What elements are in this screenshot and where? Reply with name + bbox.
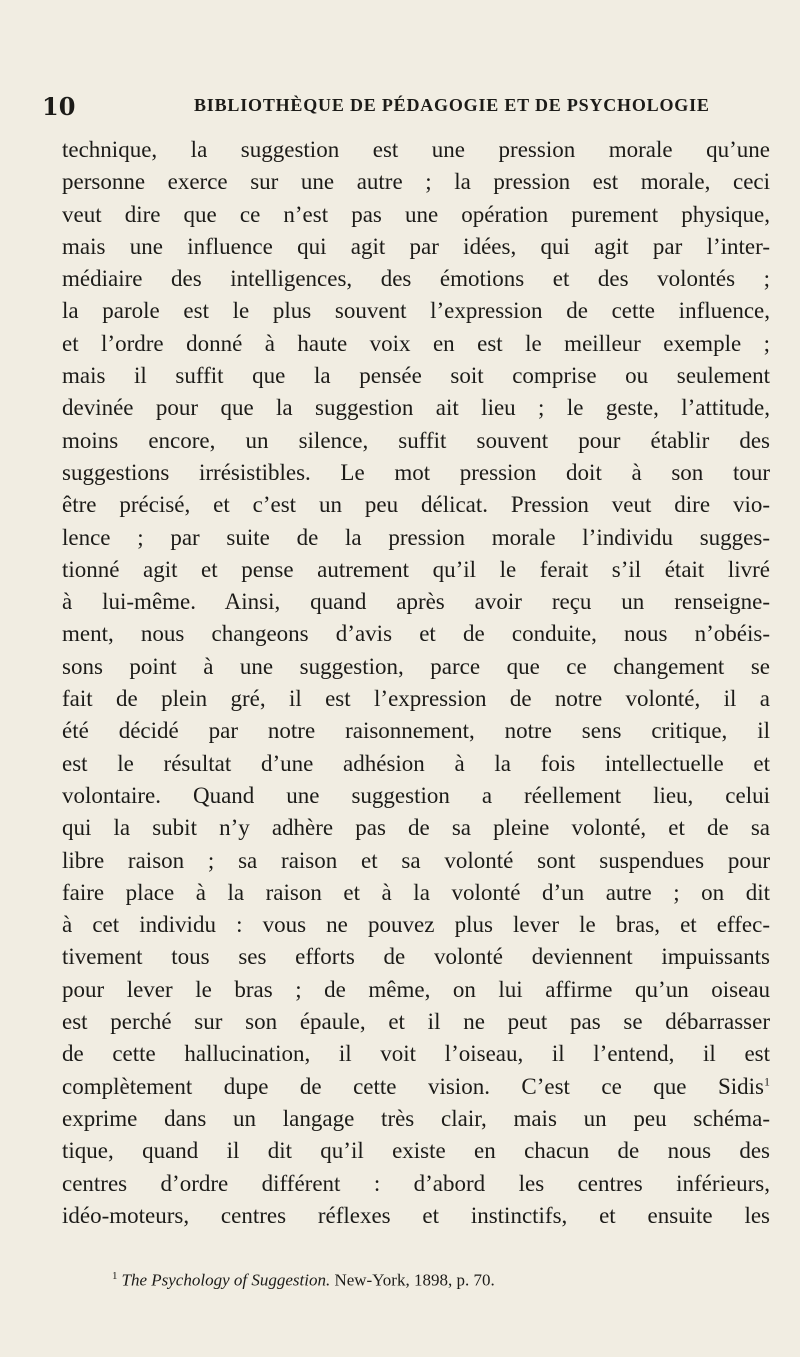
text-line: de cette hallucination, il voit l’oiseau, il l’entend, il est [62, 1041, 770, 1067]
text-line: mais une influence qui agit par idées, qui agit par l’inter- [62, 233, 770, 259]
text-line: ment, nous changeons d’avis et de conduite, nous n’obéis- [62, 621, 770, 647]
text-line: libre raison ; sa raison et sa volonté sont suspendues pour [62, 847, 770, 873]
text-line: sons point à une suggestion, parce que ce changement se [62, 653, 770, 679]
page-number: 10 [42, 92, 76, 121]
text-line: mais il suffit que la pensée soit comprise ou seulement [62, 363, 770, 389]
text-line: veut dire que ce n’est pas une opération purement physique, [62, 201, 770, 227]
footnote-rest: New-York, 1898, p. 70. [330, 1270, 495, 1290]
text-line: tique, quand il dit qu’il existe en chacun de nous des [62, 1138, 770, 1164]
text-line: volontaire. Quand une suggestion a réellement lieu, celui [62, 782, 770, 808]
text-line: la parole est le plus souvent l’expression de cette influence, [62, 298, 770, 324]
footnote-title: The Psychology of Suggestion. [121, 1270, 331, 1290]
text-line: technique, la suggestion est une pression morale qu’une [62, 137, 770, 162]
text-line: à cet individu : vous ne pouvez plus lever le bras, et effec- [62, 912, 770, 938]
text-line: été décidé par notre raisonnement, notre sens critique, il [62, 718, 770, 744]
text-line: qui la subit n’y adhère pas de sa pleine volonté, et de sa [62, 815, 770, 841]
text-line: à lui-même. Ainsi, quand après avoir reçu un renseigne- [62, 589, 770, 615]
text-line: centres d’ordre différent : d’abord les centres inférieurs, [62, 1170, 770, 1196]
text-line: moins encore, un silence, suffit souvent pour établir des [62, 427, 770, 453]
text-line: est perché sur son épaule, et il ne peut pas se débarrasser [62, 1009, 770, 1035]
text-line-content: complètement dupe de cette vision. C’est ce que Sidis [62, 1073, 764, 1099]
text-line: tivement tous ses efforts de volonté deviennent impuissants [62, 944, 770, 970]
footnote [112, 1270, 772, 1291]
text-line: faire place à la raison et à la volonté d’un autre ; on dit [62, 879, 770, 905]
text-line: tionné agit et pense autrement qu’il le ferait s’il était livré [62, 556, 770, 582]
text-line: être précisé, et c’est un peu délicat. Pression veut dire vio- [62, 492, 770, 518]
text-line: personne exerce sur une autre ; la pression est morale, ceci [62, 169, 770, 195]
running-head: BIBLIOTHÈQUE DE PÉDAGOGIE ET DE PSYCHOLOGIE [194, 95, 710, 115]
text-line: suggestions irrésistibles. Le mot pression doit à son tour [62, 459, 770, 485]
footnote-reference: 1 [764, 1073, 770, 1088]
text-line: devinée pour que la suggestion ait lieu ; le geste, l’attitude, [62, 395, 770, 421]
text-line: lence ; par suite de la pression morale l’individu sugges- [62, 524, 770, 550]
text-line: fait de plein gré, il est l’expression de notre volonté, il a [62, 686, 770, 712]
text-line-with-footnote-ref [62, 1071, 770, 1103]
page-header [42, 92, 762, 122]
text-line: est le résultat d’une adhésion à la fois intellectuelle et [62, 750, 770, 776]
text-line: médiaire des intelligences, des émotions et des volontés ; [62, 266, 770, 292]
text-line: exprime dans un langage très clair, mais un peu schéma- [62, 1105, 770, 1131]
text-line: et l’ordre donné à haute voix en est le meilleur exemple ; [62, 330, 770, 356]
footnote-marker: 1 [112, 1270, 118, 1282]
text-line: idéo-moteurs, centres réflexes et instinctifs, et ensuite les [62, 1202, 770, 1228]
text-line: pour lever le bras ; de même, on lui affirme qu’un oiseau [62, 976, 770, 1002]
body-text [62, 134, 770, 1232]
